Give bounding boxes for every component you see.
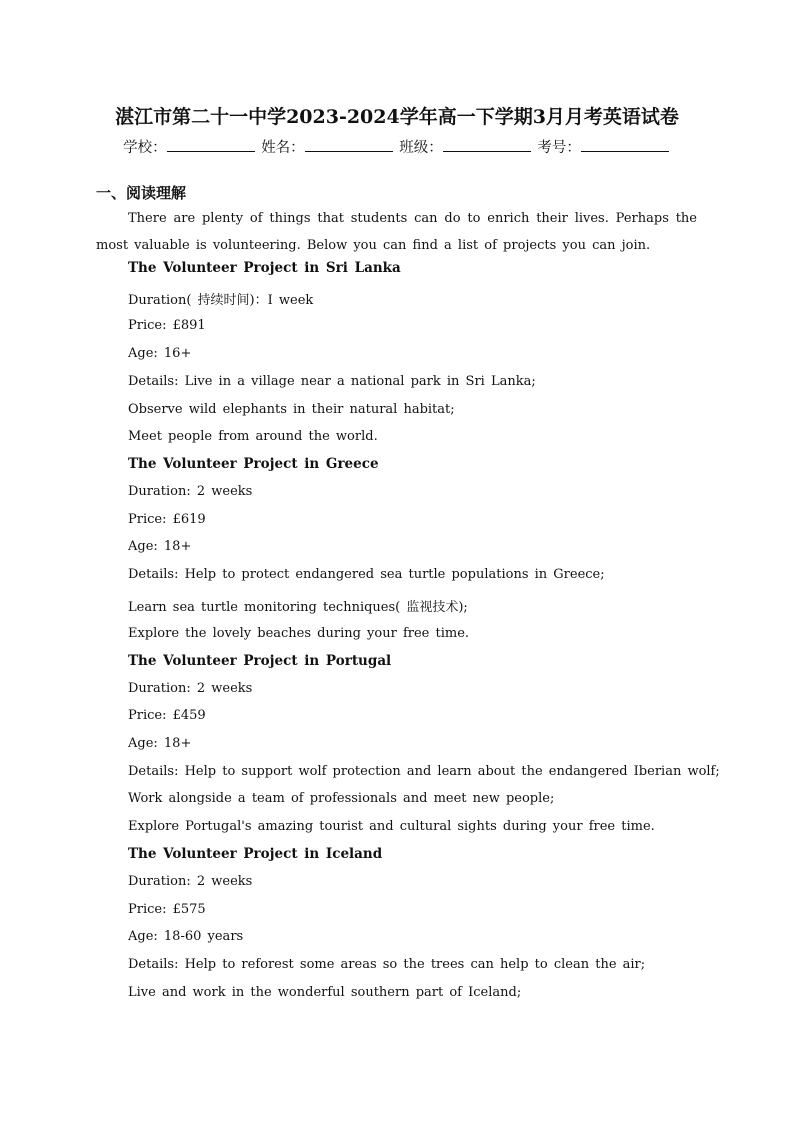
project-age: Age: 18+ — [128, 539, 192, 554]
exam-number-blank[interactable] — [581, 139, 669, 152]
project-duration: Duration: 2 weeks — [128, 484, 253, 499]
school-blank[interactable] — [167, 139, 255, 152]
class-label: 班级： — [399, 140, 443, 156]
project-duration: Duration( 持续时间)：I week — [128, 293, 314, 308]
project-detail: Details: Help to support wolf protection and learn about the endangered Iberian wolf; — [128, 764, 720, 779]
project-detail: Meet people from around the world. — [128, 429, 378, 444]
project-age: Age: 16+ — [128, 346, 192, 361]
project-title-greece: The Volunteer Project in Greece — [128, 456, 379, 472]
project-detail: Learn sea turtle monitoring techniques( 监视技术); — [128, 600, 468, 615]
name-blank[interactable] — [305, 139, 393, 152]
project-age: Age: 18-60 years — [128, 929, 244, 944]
project-title-portugal: The Volunteer Project in Portugal — [128, 653, 392, 669]
exam-title: 湛江市第二十一中学2023-2024学年高一下学期3月月考英语试卷 — [115, 106, 679, 128]
project-detail: Details: Live in a village near a national park in Sri Lanka; — [128, 374, 536, 389]
project-detail: Explore Portugal's amazing tourist and cultural sights during your free time. — [128, 819, 655, 834]
school-label: 学校： — [123, 140, 167, 156]
intro-paragraph: There are plenty of things that students can do to enrich their lives. Perhaps the most valuable is volunteering. Below you can find a list of projects you can join. — [96, 211, 697, 253]
project-price: Price: £891 — [128, 318, 206, 333]
class-blank[interactable] — [443, 139, 531, 152]
name-label: 姓名： — [261, 140, 305, 156]
project-duration: Duration: 2 weeks — [128, 874, 253, 889]
project-detail: Observe wild elephants in their natural habitat; — [128, 402, 455, 417]
project-duration: Duration: 2 weeks — [128, 681, 253, 696]
project-age: Age: 18+ — [128, 736, 192, 751]
section-heading: 一、阅读理解 — [96, 184, 187, 202]
project-price: Price: £459 — [128, 708, 206, 723]
project-title-iceland: The Volunteer Project in Iceland — [128, 846, 383, 862]
project-price: Price: £619 — [128, 512, 206, 527]
project-price: Price: £575 — [128, 902, 206, 917]
project-detail: Details: Help to protect endangered sea turtle populations in Greece; — [128, 567, 605, 582]
student-info-row — [0, 136, 794, 157]
project-detail: Details: Help to reforest some areas so the trees can help to clean the air; — [128, 957, 646, 972]
project-detail: Live and work in the wonderful southern part of Iceland; — [128, 985, 522, 1000]
project-title-sri-lanka: The Volunteer Project in Sri Lanka — [128, 260, 401, 276]
project-detail: Explore the lovely beaches during your free time. — [128, 626, 470, 641]
exam-number-label: 考号： — [537, 140, 581, 156]
project-detail: Work alongside a team of professionals and meet new people; — [128, 791, 555, 806]
